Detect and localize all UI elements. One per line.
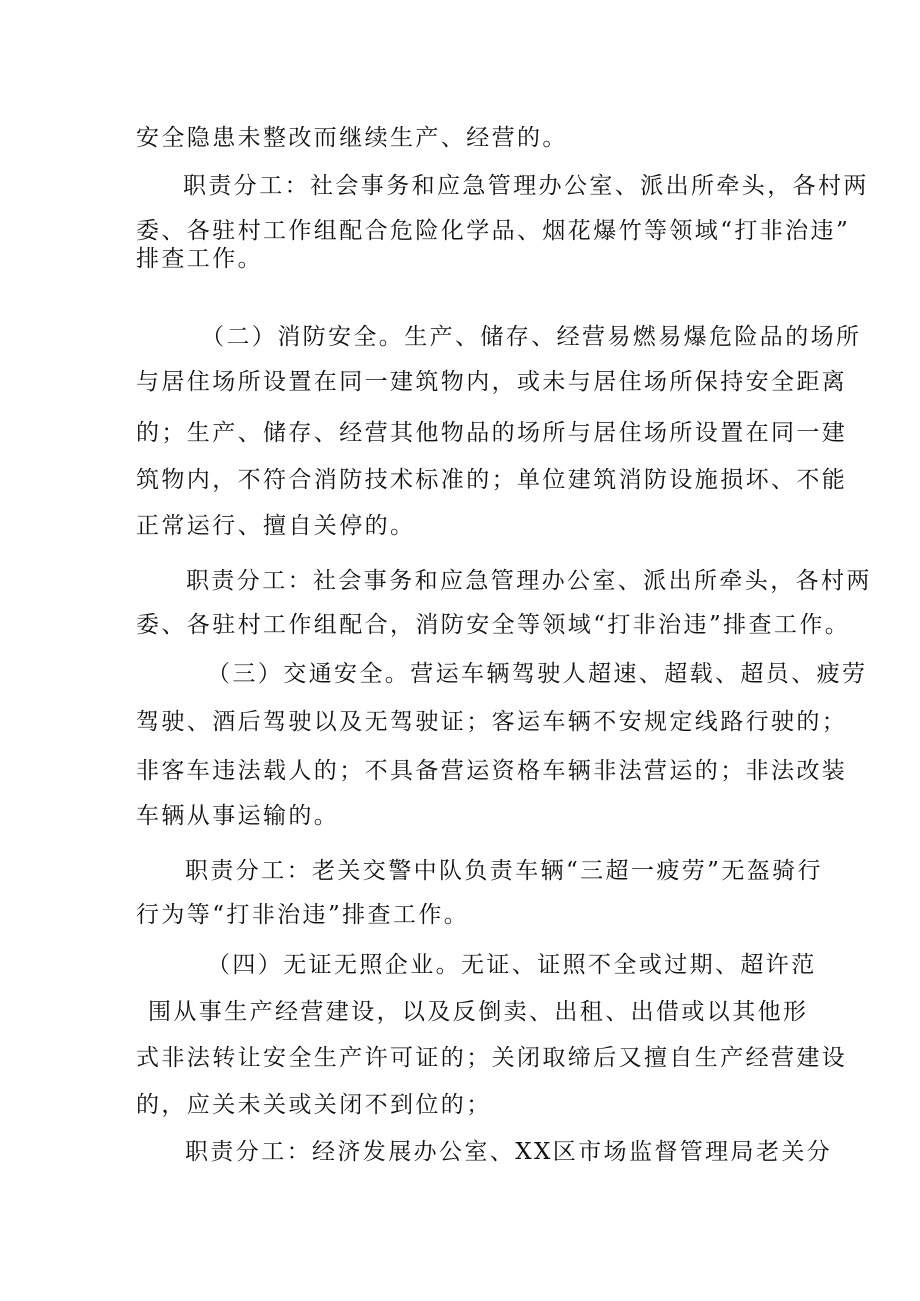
text-line: 行为等“打非治违”排查工作。 <box>136 902 470 928</box>
text-line: 非客车违法载人的；不具备营运资格车辆非法营运的；非法改装 <box>136 758 848 784</box>
text-line: 驾驶、酒后驾驶以及无驾驶证；客运车辆不安规定线路行驶的； <box>136 709 848 735</box>
text-line: 职责分工：社会事务和应急管理办公室、派出所牵头，各村两 <box>186 568 872 594</box>
text-line: （四）无证无照企业。无证、证照不全或过期、超许范 <box>207 952 817 978</box>
text-line: 职责分工：社会事务和应急管理办公室、派出所牵头，各村两 <box>183 173 869 199</box>
text-line: 正常运行、擅自关停的。 <box>136 513 416 539</box>
text-line: 式非法转让安全生产许可证的；关闭取缔后又擅自生产经营建设 <box>136 1045 848 1071</box>
text-line: 围从事生产经营建设，以及反倒卖、出租、出借或以其他形 <box>148 999 809 1025</box>
text-line: 车辆从事运输的。 <box>136 803 340 829</box>
text-line: 筑物内，不符合消防技术标准的；单位建筑消防设施损坏、不能 <box>136 467 848 493</box>
text-line: 排查工作。 <box>136 246 263 272</box>
text-line: 与居住场所设置在同一建筑物内，或未与居住场所保持安全距离 <box>136 369 848 395</box>
text-line: 的；生产、储存、经营其他物品的场所与居住场所设置在同一建 <box>136 420 848 446</box>
text-line: 职责分工：经济发展办公室、XX区市场监督管理局老关分 <box>185 1139 833 1165</box>
text-line: 委、各驻村工作组配合危险化学品、烟花爆竹等领域“打非治违” <box>136 218 851 244</box>
text-line: 职责分工：老关交警中队负责车辆“三超一疲劳”无盔骑行 <box>185 858 823 884</box>
text-line: 委、各驻村工作组配合，消防安全等领域“打非治违”排查工作。 <box>136 612 851 638</box>
text-line: （二）消防安全。生产、储存、经营易燃易爆危险品的场所 <box>201 324 862 350</box>
text-line: 的，应关未关或关闭不到位的； <box>136 1092 492 1118</box>
text-line: （三）交通安全。营运车辆驾驶人超速、超载、超员、疲劳 <box>207 661 868 687</box>
text-line: 安全隐患未整改而继续生产、经营的。 <box>136 125 568 151</box>
